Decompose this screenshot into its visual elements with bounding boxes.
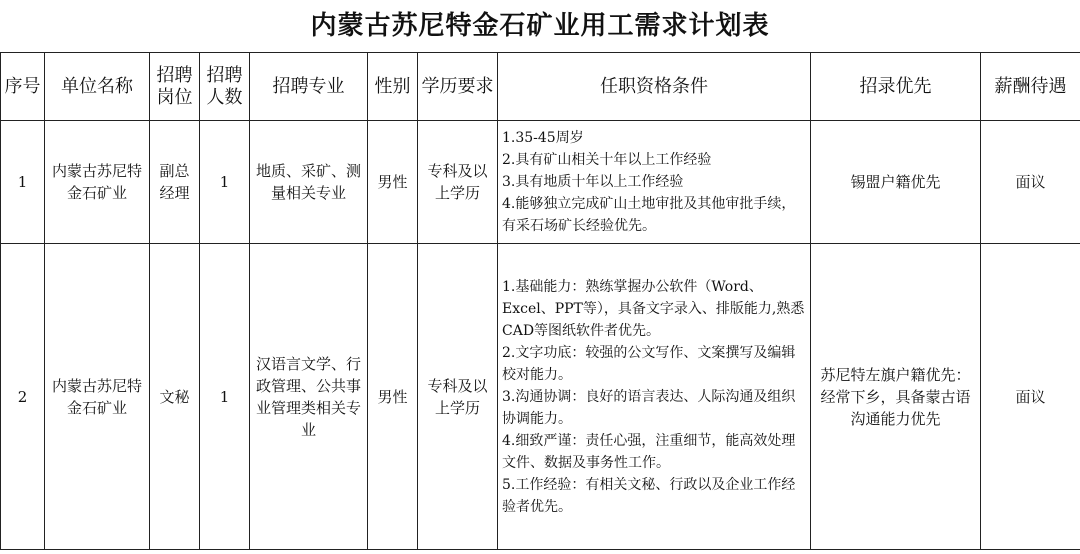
cell-position: 副总经理 bbox=[150, 121, 200, 244]
requirement-item: 3.具有地质十年以上工作经验 bbox=[502, 174, 684, 190]
cell-unit: 内蒙古苏尼特金石矿业 bbox=[45, 121, 150, 244]
cell-position: 文秘 bbox=[150, 244, 200, 550]
cell-priority: 锡盟户籍优先 bbox=[811, 121, 981, 244]
requirement-item: 5.工作经验：有相关文秘、行政以及企业工作经验者优先。 bbox=[502, 476, 796, 515]
cell-education: 专科及以上学历 bbox=[418, 244, 498, 550]
header-count: 招聘人数 bbox=[200, 53, 250, 121]
cell-major: 地质、采矿、测量相关专业 bbox=[250, 121, 368, 244]
requirement-item: 4.细致严谨：责任心强，注重细节，能高效处理文件、数据及事务性工作。 bbox=[502, 432, 796, 471]
cell-priority: 苏尼特左旗户籍优先：经常下乡，具备蒙古语沟通能力优先 bbox=[811, 244, 981, 550]
requirement-item: 2.文字功底：较强的公文写作、文案撰写及编辑校对能力。 bbox=[502, 344, 796, 383]
table-row bbox=[1, 244, 1080, 550]
requirement-item: 3.沟通协调：良好的语言表达、人际沟通及组织协调能力。 bbox=[502, 388, 796, 427]
header-major: 招聘专业 bbox=[250, 53, 368, 121]
page-title: 内蒙古苏尼特金石矿业用工需求计划表 bbox=[310, 11, 770, 41]
cell-requirements bbox=[498, 244, 811, 550]
cell-salary: 面议 bbox=[981, 121, 1080, 244]
cell-index: 2 bbox=[1, 244, 45, 550]
header-education: 学历要求 bbox=[418, 53, 498, 121]
header-row bbox=[1, 53, 1080, 121]
requirement-item: 2.具有矿山相关十年以上工作经验 bbox=[502, 152, 712, 168]
recruitment-table bbox=[0, 52, 1080, 550]
header-index: 序号 bbox=[1, 53, 45, 121]
cell-count: 1 bbox=[200, 244, 250, 550]
cell-major: 汉语言文学、行政管理、公共事业管理类相关专业 bbox=[250, 244, 368, 550]
cell-education: 专科及以上学历 bbox=[418, 121, 498, 244]
cell-gender: 男性 bbox=[368, 244, 418, 550]
cell-unit: 内蒙古苏尼特金石矿业 bbox=[45, 244, 150, 550]
requirement-item: 1.基础能力：熟练掌握办公软件（Word、Excel、PPT等），具备文字录入、排版能力,熟悉CAD等图纸软件者优先。 bbox=[502, 278, 805, 339]
table-row bbox=[1, 121, 1080, 244]
header-requirements: 任职资格条件 bbox=[498, 53, 811, 121]
cell-gender: 男性 bbox=[368, 121, 418, 244]
cell-count: 1 bbox=[200, 121, 250, 244]
cell-requirements bbox=[498, 121, 811, 244]
header-salary: 薪酬待遇 bbox=[981, 53, 1080, 121]
header-priority: 招录优先 bbox=[811, 53, 981, 121]
header-position: 招聘岗位 bbox=[150, 53, 200, 121]
cell-salary: 面议 bbox=[981, 244, 1080, 550]
requirement-item: 1.35-45周岁 bbox=[502, 130, 584, 146]
requirement-item: 4.能够独立完成矿山土地审批及其他审批手续，有采石场矿长经验优先。 bbox=[502, 196, 796, 234]
header-unit: 单位名称 bbox=[45, 53, 150, 121]
header-gender: 性别 bbox=[368, 53, 418, 121]
cell-index: 1 bbox=[1, 121, 45, 244]
